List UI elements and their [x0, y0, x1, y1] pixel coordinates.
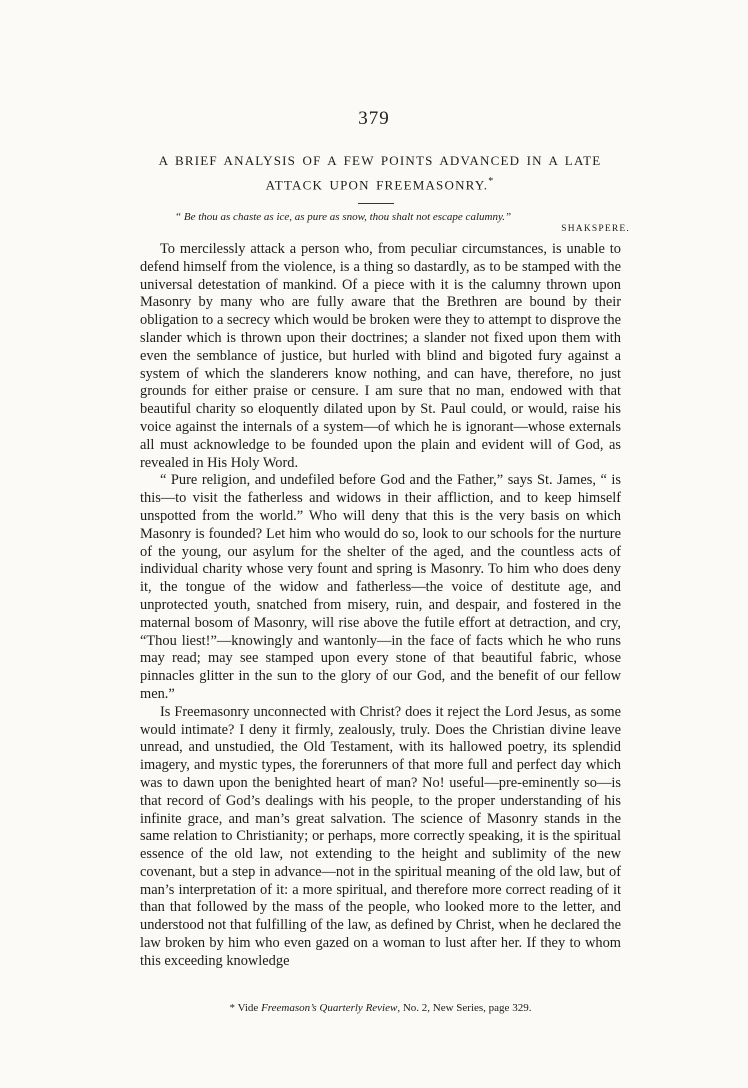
page-number: 379: [358, 108, 390, 129]
footnote-prefix: Vide: [237, 1002, 259, 1014]
title-line-1: A BRIEF ANALYSIS OF A FEW POINTS ADVANCED IN A LATE: [158, 153, 602, 168]
paragraph: To mercilessly attack a person who, from peculiar circumstances, is unable to defend himself from the violence, is a thing so dastardly, as to be stamped with the universal detestation of mankind. Of a piece with it is the calumny thrown upon Masonry by many who are fully aware that the Brethren are bound by their obligation to a secrecy which would be broken were they to attempt to disprove the slander which is thrown upon their doctrines; a slander not fixed upon them with even the semblance of justice, but hurled with blind and bigoted fury against a system of which the slanderers know nothing, and can have, therefore, no just grounds for either praise or censure. I am sure that no man, endowed with that beautiful charity so eloquently dilated upon by St. Paul could, or would, raise his voice against the internals of a system—of which he is ignorant—whose externals all must acknowledge to be founded upon the plain and evident will of God, as revealed in His Holy Word.: [140, 241, 621, 471]
article-body: [140, 241, 621, 971]
footnote-marker-ref: *: [229, 1002, 236, 1014]
footnote-marker: *: [488, 176, 495, 187]
title-line-2: [140, 171, 620, 195]
paragraph: Is Freemasonry unconnected with Christ? does it reject the Lord Jesus, as some would intimate? I deny it firmly, zealously, truly. Does the Christian divine leave unread, and unstudied, the Old Testament, with its hallowed poetry, its splendid imagery, and mystic types, the forerunners of that more full and perfect day which was to dawn upon the benighted heart of man? No! useful—pre-eminently so—is that record of God’s dealings with his people, to the proper understanding of his infinite grace, and man’s great salvation. The science of Masonry stands in the same relation to Christianity; or perhaps, more correctly speaking, it is the spiritual essence of the old law, not extending to the height and sublimity of the new covenant, but a step in advance—not in the spiritual meaning of the old law, but of man’s interpretation of it: a more spiritual, and therefore more correct reading of it than that followed by the mass of the people, who looked more to the letter, and understood not that fulfilling of the law, as defined by Christ, when he declared the law broken by him who even gazed on a woman to lust after her. If they to whom this exceeding knowledge: [140, 703, 621, 969]
article-title: [140, 150, 620, 195]
epigraph-attribution: SHAKSPERE.: [561, 224, 630, 234]
footnote-source: Freemason’s Quarterly Review: [261, 1002, 398, 1014]
epigraph-quote: “ Be thou as chaste as ice, as pure as snow, thou shalt not escape calumny.”: [175, 211, 512, 223]
paragraph: “ Pure religion, and undefiled before God and the Father,” says St. James, “ is this—to visit the fatherless and widows in their affliction, and to keep himself unspotted from the world.” Who will deny that this is the very basis on which Masonry is founded? Let him who would do so, look to our schools for the nurture of the young, our asylum for the shelter of the aged, and the countless acts of individual charity whose very fount and spring is Masonry. To him who does deny it, the tongue of the widow and fatherless—the voice of destitute age, and unprotected youth, snatched from misery, ruin, and despair, and fostered in the maternal bosom of Masonry, will rise above the futile effort at detraction, and cry, “Thou liest!”—knowingly and wantonly—in the face of facts which he who runs may read; may see stamped upon every stone of that beautiful fabric, whose pinnacles glitter in the sun to the glory of our God, and the benefit of our fellow men.”: [140, 472, 621, 702]
epigraph: [175, 211, 630, 235]
footnote: [140, 1002, 621, 1014]
title-rule: [358, 203, 394, 204]
title-line-2-text: ATTACK UPON FREEMASONRY.: [265, 177, 489, 193]
footnote-detail: , No. 2, New Series, page 329.: [397, 1002, 532, 1014]
